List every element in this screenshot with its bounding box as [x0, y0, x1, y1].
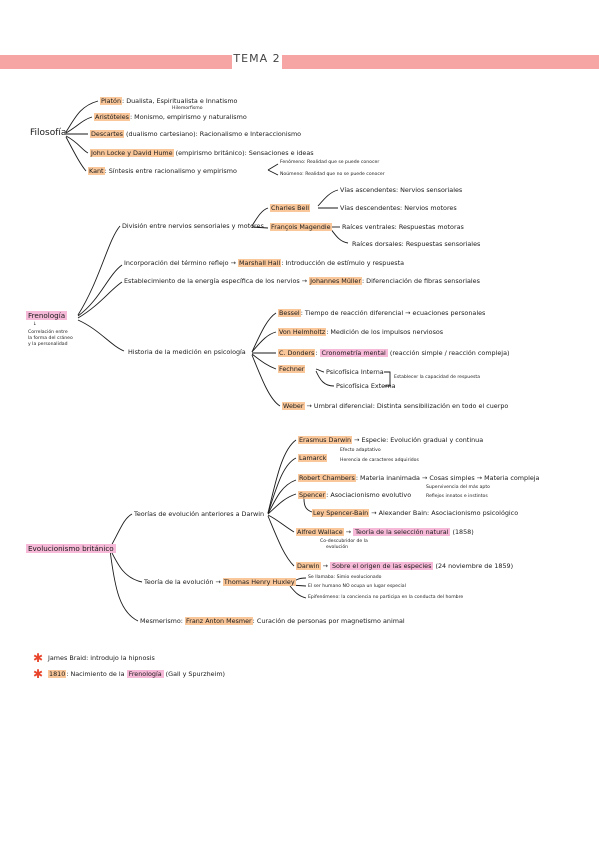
- asterisk-icon: ✱: [33, 651, 44, 665]
- frenologia-arrow: ↓: [33, 322, 37, 327]
- darwin-name: Darwin: [297, 562, 320, 570]
- magendie-ventrales: Raíces ventrales: Respuestas motoras: [342, 223, 464, 231]
- descartes-text: (dualismo cartesiano): Racionalismo e Interaccionismo: [124, 130, 302, 138]
- locke-node: [90, 149, 314, 157]
- spencer-text: : Asociacionismo evolutivo: [326, 491, 412, 499]
- division-node: División entre nervios sensoriales y motores: [122, 222, 264, 230]
- spencer-node: [298, 491, 411, 499]
- lamarck-efecto: Efecto adaptativo: [340, 448, 381, 453]
- magendie-dorsales: Raíces dorsales: Respuestas sensoriales: [352, 240, 481, 248]
- bessel-node: [278, 309, 485, 317]
- energia-node: Establecimiento de la energía específica de los nervios → Johannes Müller: Diferenciación de fibras sensoriales: [124, 277, 480, 285]
- bell-node: [270, 204, 310, 212]
- nacimiento-text: : Nacimiento de la: [66, 670, 127, 678]
- ley-text: → Alexander Bain: Asociacionismo psicológico: [369, 509, 519, 517]
- lamarck-name: Lamarck: [299, 454, 327, 462]
- aristoteles-text: : Monismo, empirismo y naturalismo: [130, 113, 247, 121]
- magendie-name: François Magendie: [271, 223, 331, 231]
- mesmer-name: Franz Anton Mesmer: [186, 617, 252, 625]
- spencer-name: Spencer: [299, 491, 326, 499]
- fechner-interna: Psicofísica Interna: [326, 368, 384, 376]
- chambers-text: : Materia inanimada → Cosas simples → Materia compleja: [355, 474, 540, 482]
- donders-name: C. Donders: [279, 349, 315, 357]
- kant-fenomeno: Fenómeno: Realidad que se puede conocer: [280, 160, 380, 165]
- evolucionismo-root-label: Evolucionismo británico: [28, 544, 114, 553]
- huxley-epifenomeno: Epifenómeno: la conciencia no participa en la conducta del hombre: [308, 595, 464, 600]
- bessel-name: Bessel: [279, 309, 300, 317]
- locke-text: (empirismo británico): Sensaciones e ideas: [173, 149, 314, 157]
- braid-note: James Braid: introdujo la hipnosis: [48, 654, 155, 662]
- lamarck-node: [298, 454, 327, 462]
- darwin-node: Darwin → Sobre el origen de las especies (24 noviembre de 1859): [297, 562, 514, 570]
- page-title: TEMA 2: [233, 52, 281, 65]
- nacimiento-note: [48, 670, 225, 678]
- evolucionismo-root: [26, 544, 116, 553]
- ley-node: [312, 509, 518, 517]
- bessel-text: : Tiempo de reacción diferencial → ecuaciones personales: [300, 309, 486, 317]
- erasmus-text: → Especie: Evolución gradual y continua: [352, 436, 484, 444]
- frenologia-note-2: la forma del cráneo: [28, 336, 73, 341]
- weber-text: → Umbral diferencial: Distinta sensibilización en todo el cuerpo: [304, 402, 509, 410]
- frenologia-note-1: Correlación entre: [28, 330, 68, 335]
- bell-name: Charles Bell: [271, 204, 309, 212]
- wallace-year: (1858): [452, 528, 474, 536]
- reflejo-text-b: : Introducción de estímulo y respuesta: [281, 259, 405, 267]
- nacimiento-highlight: Frenología: [128, 670, 162, 678]
- fechner-node: [278, 365, 305, 373]
- weber-name: Weber: [283, 402, 304, 410]
- nacimiento-year: 1810: [49, 670, 66, 678]
- erasmus-name: Erasmus Darwin: [299, 436, 352, 444]
- wallace-name: Alfred Wallace: [297, 528, 343, 536]
- bell-ascendentes: Vías ascendentes: Nervios sensoriales: [340, 186, 463, 194]
- nacimiento-end: (Gall y Spurzheim): [163, 670, 226, 678]
- filosofia-root: Filosofía: [30, 128, 67, 138]
- donders-text: (reacción simple / reacción compleja): [387, 349, 510, 357]
- wallace-node: Alfred Wallace → Teoría de la selección natural (1858): [297, 528, 474, 536]
- helmholtz-node: [278, 328, 443, 336]
- descartes-name: Descartes: [91, 130, 124, 138]
- energia-text-b: : Diferenciación de fibras sensoriales: [362, 277, 480, 285]
- darwin-highlight: Sobre el origen de las especies: [331, 562, 432, 570]
- kant-text: : Síntesis entre racionalismo y empirismo: [104, 167, 237, 175]
- kant-node: [88, 167, 237, 175]
- lamarck-herencia: Herencia de caracteres adquiridos: [340, 458, 419, 463]
- platon-name: Platón: [101, 97, 122, 105]
- chambers-name: Robert Chambers: [299, 474, 355, 482]
- helmholtz-name: Von Helmholtz: [279, 328, 326, 336]
- kant-noumeno: Noúmeno: Realidad que no se puede conocer: [280, 172, 385, 177]
- wallace-note-2: evolución: [326, 545, 349, 550]
- asterisk-icon: ✱: [33, 667, 44, 681]
- spencer-reflejos: Reflejos innatos e instintos: [426, 494, 488, 499]
- mesmerismo-label: Mesmerismo:: [140, 617, 183, 625]
- huxley-name: Thomas Henry Huxley: [223, 578, 295, 586]
- reflejo-name: Marshall Hall: [239, 259, 281, 267]
- spencer-supervivencia: Supervivencia del más apto: [426, 485, 490, 490]
- magendie-node: [270, 223, 332, 231]
- donders-node: [278, 349, 510, 357]
- wallace-highlight: Teoría de la selección natural: [355, 528, 449, 536]
- teoria-evolucion-node: Teoría de la evolución → Thomas Henry Huxley: [144, 578, 295, 586]
- fechner-name: Fechner: [279, 365, 305, 373]
- mesmerismo-node: [140, 617, 405, 625]
- huxley-simio: Se llamaba: Simio evolucionado: [308, 575, 382, 580]
- weber-node: [282, 402, 508, 410]
- aristoteles-node: [94, 113, 247, 121]
- teorias-node: Teorías de evolución anteriores a Darwin: [134, 510, 265, 518]
- frenologia-root: [26, 311, 67, 320]
- helmholtz-text: : Medición de los impulsos nerviosos: [326, 328, 444, 336]
- locke-name: John Locke y David Hume: [91, 149, 173, 157]
- donders-highlight: Cronometría mental: [321, 349, 386, 357]
- darwin-date: (24 noviembre de 1859): [433, 562, 514, 570]
- kant-name: Kant: [89, 167, 104, 175]
- huxley-lugar: El ser humano NO ocupa un lugar especial: [308, 584, 406, 589]
- wallace-note-1: Co-descubridor de la: [320, 539, 368, 544]
- reflejo-text-a: Incorporación del término reflejo: [124, 259, 229, 267]
- mesmer-text: : Curación de personas por magnetismo animal: [252, 617, 405, 625]
- energia-text-a: Establecimiento de la energía específica de los nervios: [124, 277, 300, 285]
- frenologia-note-3: y la personalidad: [28, 342, 68, 347]
- erasmus-node: [298, 436, 483, 444]
- aristoteles-name: Aristóteles: [95, 113, 129, 121]
- platon-text: : Dualista, Espiritualista e Innatismo: [122, 97, 238, 105]
- ley-name: Ley Spencer-Bain: [313, 509, 369, 517]
- frenologia-root-label: Frenología: [28, 311, 66, 320]
- chambers-node: [298, 474, 539, 482]
- historia-node: Historia de la medición en psicología: [128, 348, 246, 356]
- bell-descendentes: Vías descendentes: Nervios motores: [340, 204, 457, 212]
- energia-name: Johannes Müller: [310, 277, 361, 285]
- fechner-externa: Psicofísica Externa: [336, 382, 396, 390]
- descartes-node: [90, 130, 301, 138]
- teoria-evolucion-label: Teoría de la evolución: [144, 578, 214, 586]
- fechner-note: Establecer la capacidad de respuesta: [394, 375, 481, 380]
- aristoteles-note: Hilemorfismo: [172, 106, 203, 111]
- platon-node: [100, 97, 237, 105]
- donders-mid: :: [315, 349, 320, 357]
- reflejo-node: Incorporación del término reflejo → Marshall Hall: Introducción de estímulo y respuesta: [124, 259, 405, 267]
